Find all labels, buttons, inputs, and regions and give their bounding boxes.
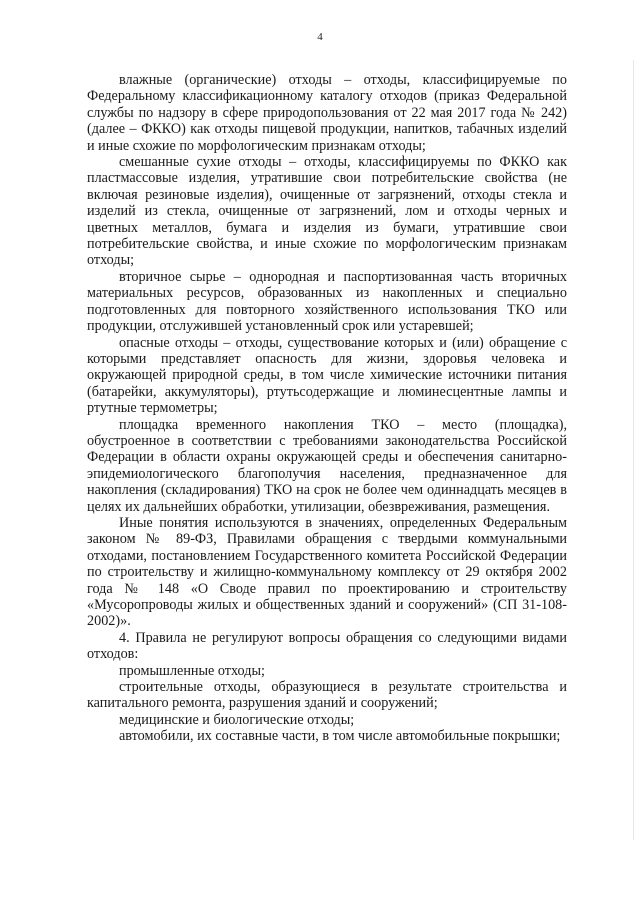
paragraph-secondary-raw-materials: вторичное сырье – однородная и паспортизованная часть вторичных материальных ресурсов, образованных из накопленных и специально подготовленных для повторного хозяйственного использования ТКО или продукции, отслужившей установленный срок или устаревшей; — [87, 268, 567, 335]
paragraph-other-terms: Иные понятия используются в значениях, определенных Федеральным законом № 89-ФЗ, Правилами обращения с твердыми коммунальными отходами, постановлением Государственного комитета Российской Федерации по строительству и жилищно-коммунальному комплексу от 29 октября 2002 года № 148 «О Своде правил по проектированию и строительству «Мусоропроводы жилых и общественных зданий и сооружений» (СП 31-108-2002)». — [87, 514, 567, 630]
page-number: 4 — [317, 31, 323, 43]
list-item-automobiles: автомобили, их составные части, в том числе автомобильные покрышки; — [119, 728, 561, 745]
list-item-industrial-waste: промышленные отходы; — [119, 662, 265, 679]
paragraph-temporary-storage-site: площадка временного накопления ТКО – место (площадка), обустроенное в соответствии с требованиями законодательства Российской Федерации в области охраны окружающей среды и обеспечения санитарно-эпидемиологического благополучия населения, предназначенное для накопления (складирования) ТКО на срок не более чем одиннадцать месяцев в целях их дальнейших обработки, утилизации, обезвреживания, размещения. — [87, 416, 567, 515]
paragraph-mixed-dry-waste: смешанные сухие отходы – отходы, классифицируемы по ФККО как пластмассовые изделия, утратившие свои потребительские свойства (не включая резиновые изделия), очищенные от загрязнений, отходы стекла и изделий из стекла, очищенные от загрязнений, лом и отходы черных и цветных металлов, бумага и изделия из бумаги, утратившие свои потребительские свойства, и иные схожие по морфологическим признакам отходы; — [87, 154, 567, 269]
list-item-medical-waste: медицинские и биологические отходы; — [119, 711, 355, 728]
list-item-construction-waste: строительные отходы, образующиеся в результате строительства и капитального ремонта, разрушения зданий и сооружений; — [87, 679, 567, 712]
paragraph-hazardous-waste: опасные отходы – отходы, существование которых и (или) обращение с которыми представляет опасность для жизни, здоровья человека и окружающей природной среды, в том числе химические источники питания (батарейки, аккумуляторы), ртутьсодержащие и люминесцентные лампы и ртутные термометры; — [87, 334, 567, 417]
paragraph-wet-waste: влажные (органические) отходы – отходы, классифицируемые по Федеральному классификационному каталогу отходов (приказ Федеральной службы по надзору в сфере природопользования от 22 мая 2017 года № 242) (далее – ФККО) как отходы пищевой продукции, напитков, табачных изделий и иные схожие по морфологическим признакам отходы; — [87, 72, 567, 154]
scan-edge-mark — [633, 60, 634, 840]
document-body — [87, 72, 567, 745]
paragraph-item-4: 4. Правила не регулируют вопросы обращения со следующими видами отходов: — [87, 629, 567, 663]
